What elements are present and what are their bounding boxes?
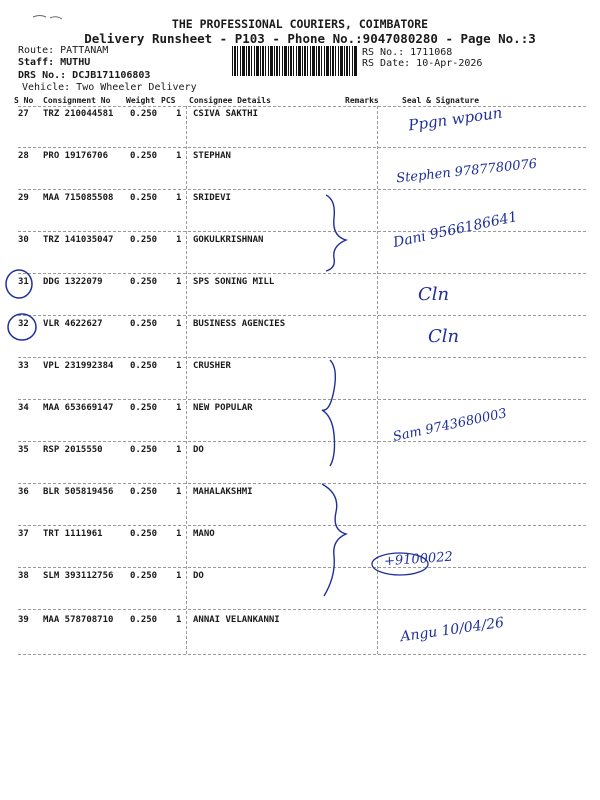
- row-pcs: 1: [176, 277, 182, 287]
- row-sno: 39: [18, 615, 29, 625]
- row-pcs: 1: [176, 529, 182, 539]
- row-consignee: BUSINESS AGENCIES: [193, 319, 286, 329]
- row-consignment: BLR 505819456: [43, 487, 114, 497]
- row-divider: [18, 315, 586, 316]
- drs-number: DRS No.: DCJB171106803: [18, 70, 151, 81]
- column-header-consignee: Consignee Details: [189, 96, 271, 105]
- row-consignment: VPL 231992384: [43, 361, 114, 371]
- row-consignee: CSIVA SAKTHI: [193, 109, 259, 119]
- row-divider: [18, 567, 586, 568]
- column-header-remarks: Remarks: [345, 96, 379, 105]
- row-consignee: GOKULKRISHNAN: [193, 235, 264, 245]
- company-title: THE PROFESSIONAL COURIERS, COIMBATORE: [171, 17, 429, 31]
- staff-label: Staff: MUTHU: [18, 57, 91, 68]
- row-consignment: MAA 653669147: [43, 403, 114, 413]
- signature-32: Cln: [428, 326, 460, 347]
- signature-36-38: +9100022: [383, 549, 454, 570]
- column-header-weight: Weight: [126, 96, 155, 105]
- row-divider: [18, 399, 586, 400]
- row-sno: 33: [18, 361, 29, 371]
- column-header-sno: S No: [14, 96, 34, 105]
- row-consignment: PRO 19176706: [43, 151, 109, 161]
- row-sno: 38: [18, 571, 29, 581]
- row-consignment: MAA 578708710: [43, 615, 114, 625]
- row-divider: [18, 189, 586, 190]
- row-weight: 0.250: [130, 361, 158, 371]
- row-pcs: 1: [176, 193, 182, 203]
- row-weight: 0.250: [130, 235, 158, 245]
- row-divider: [18, 654, 586, 655]
- barcode-image: [232, 46, 358, 76]
- row-sno: 36: [18, 487, 29, 497]
- row-sno: 30: [18, 235, 29, 245]
- row-divider: [18, 483, 586, 484]
- brace-mark-29-30: [326, 195, 346, 271]
- row-sno: 27: [18, 109, 29, 119]
- row-divider: [18, 357, 586, 358]
- row-pcs: 1: [176, 319, 182, 329]
- row-consignment: TRZ 210044581: [43, 109, 114, 119]
- runsheet-title: Delivery Runsheet - P103 - Phone No.:9047080280 - Page No.:3: [84, 31, 536, 46]
- rs-number: RS No.: 1711068: [362, 47, 453, 58]
- row-weight: 0.250: [130, 403, 158, 413]
- row-divider: [18, 609, 586, 610]
- row-pcs: 1: [176, 445, 182, 455]
- signature-33-35: Sam 9743680003: [391, 406, 509, 445]
- column-header-signature: Seal & Signature: [402, 96, 480, 105]
- rs-date: RS Date: 10-Apr-2026: [362, 58, 483, 69]
- row-sno: 31: [18, 277, 29, 287]
- row-consignee: MAHALAKSHMI: [193, 487, 253, 497]
- row-pcs: 1: [176, 571, 182, 581]
- row-consignment: DDG 1322079: [43, 277, 103, 287]
- signature-29-30: Dani 9566186641: [391, 209, 519, 251]
- row-weight: 0.250: [130, 445, 158, 455]
- row-consignee: ANNAI VELANKANNI: [193, 615, 280, 625]
- row-consignee: SPS SONING MILL: [193, 277, 275, 287]
- column-header-pcs: PCS: [161, 96, 176, 105]
- brace-mark-36-38: [322, 484, 346, 596]
- row-divider: [18, 525, 586, 526]
- row-pcs: 1: [176, 487, 182, 497]
- row-weight: 0.250: [130, 529, 158, 539]
- row-sno: 28: [18, 151, 29, 161]
- row-weight: 0.250: [130, 151, 158, 161]
- column-header-consignment: Consignment No: [43, 96, 111, 105]
- row-consignment: RSP 2015550: [43, 445, 103, 455]
- row-consignee: DO: [193, 445, 204, 455]
- row-sno: 37: [18, 529, 29, 539]
- row-consignment: MAA 715085508: [43, 193, 114, 203]
- row-pcs: 1: [176, 235, 182, 245]
- signature-28: Stephen 9787780076: [395, 156, 538, 187]
- row-divider: [18, 147, 586, 148]
- signature-39: Angu 10/04/26: [399, 614, 506, 646]
- row-consignment: TRT 1111961: [43, 529, 103, 539]
- row-divider: [18, 441, 586, 442]
- row-weight: 0.250: [130, 109, 158, 119]
- row-divider: [18, 231, 586, 232]
- row-weight: 0.250: [130, 319, 158, 329]
- row-consignee: MANO: [193, 529, 215, 539]
- row-consignee: SRIDEVI: [193, 193, 231, 203]
- row-pcs: 1: [176, 403, 182, 413]
- vehicle-label: Vehicle: Two Wheeler Delivery: [22, 82, 197, 93]
- row-consignee: CRUSHER: [193, 361, 231, 371]
- route-label: Route: PATTANAM: [18, 45, 109, 56]
- row-sno: 35: [18, 445, 29, 455]
- signature-27: Ppgn wpoun: [407, 103, 504, 135]
- row-weight: 0.250: [130, 487, 158, 497]
- row-pcs: 1: [176, 361, 182, 371]
- row-weight: 0.250: [130, 277, 158, 287]
- row-pcs: 1: [176, 109, 182, 119]
- row-consignment: VLR 4622627: [43, 319, 103, 329]
- row-pcs: 1: [176, 151, 182, 161]
- row-consignment: TRZ 141035047: [43, 235, 114, 245]
- row-weight: 0.250: [130, 193, 158, 203]
- row-consignment: SLM 393112756: [43, 571, 114, 581]
- row-sno: 34: [18, 403, 29, 413]
- row-consignee: NEW POPULAR: [193, 403, 253, 413]
- row-sno: 32: [18, 319, 29, 329]
- row-consignee: DO: [193, 571, 204, 581]
- row-weight: 0.250: [130, 571, 158, 581]
- row-pcs: 1: [176, 615, 182, 625]
- row-consignee: STEPHAN: [193, 151, 231, 161]
- row-divider: [18, 273, 586, 274]
- brace-mark-33-35: [322, 360, 335, 466]
- signature-31: Cln: [418, 284, 450, 305]
- row-weight: 0.250: [130, 615, 158, 625]
- row-sno: 29: [18, 193, 29, 203]
